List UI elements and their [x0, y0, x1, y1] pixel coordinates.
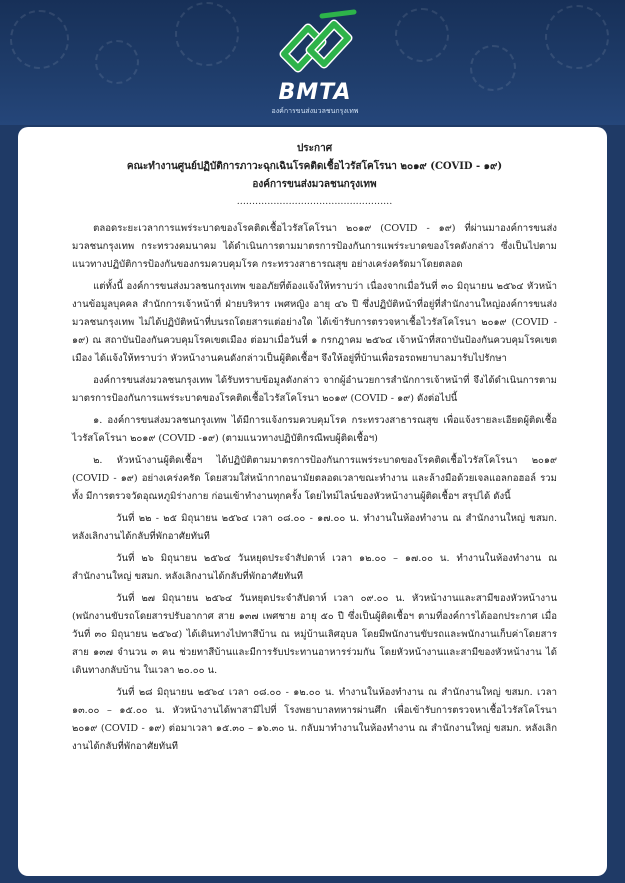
measure-item-1: ๑. องค์การขนส่งมวลชนกรุงเทพ ได้มีการแจ้งกรมควบคุมโรค กระทรวงสาธารณสุข เพื่อแจ้งรายละเอียดผู้ติดเชื้อไวรัสโคโรนา ๒๐๑๙ (COVID -๑๙) (ตามแนวทางปฏิบัติกรณีพบผู้ติดเชื้อฯ) [72, 415, 557, 444]
paragraph-3: องค์การขนส่งมวลชนกรุงเทพ ได้รับทราบข้อมูลดังกล่าว จากผู้อำนวยการสำนักการเจ้าหน้าที่ จึงได้ดำเนินการตามมาตรการป้องกันการแพร่ระบาดของโรคติดเชื้อไวรัสโคโรนา ๒๐๑๙ (COVID - ๑๙) ดังต่อไปนี้ [72, 375, 557, 404]
logo-text: BMTA [278, 80, 352, 105]
bmta-logo [270, 6, 360, 118]
timeline-entry-4: วันที่ ๒๘ มิถุนายน ๒๕๖๔ เวลา ๐๘.๐๐ - ๑๒.๐๐ น. ทำงานในห้องทำงาน ณ สำนักงานใหญ่ ขสมก. เวลา ๑๓.๐๐ – ๑๕.๐๐ น. หัวหน้างานได้พาสามีไปที่ โรงพยาบาลทหารผ่านศึก เพื่อเข้ารับการตรวจหาเชื้อไวรัสโคโรนา ๒๐๑๙ (COVID - ๑๙) ต่อมาเวลา ๑๕.๓๐ – ๑๖.๓๐ น. กลับมาทำงานในห้องทำงาน ณ สำนักงานใหญ่ ขสมก. หลังเลิกงานได้กลับที่พักอาศัยทันที [72, 687, 557, 752]
virus-decoration-icon [95, 40, 139, 84]
doc-title-committee: คณะทำงานศูนย์ปฏิบัติการภาวะฉุกเฉินโรคติดเชื้อไวรัสโคโรนา ๒๐๑๙ (COVID - ๑๙) [126, 161, 503, 172]
virus-decoration-icon [10, 10, 69, 69]
title-separator: ................................................... [236, 196, 393, 207]
virus-decoration-icon [545, 5, 609, 69]
header-banner [0, 0, 625, 125]
doc-title-announcement: ประกาศ [296, 143, 333, 154]
paragraph-1: ตลอดระยะเวลาการแพร่ระบาดของโรคติดเชื้อไวรัสโคโรนา ๒๐๑๙ (COVID - ๑๙) ที่ผ่านมาองค์การขนส่งมวลชนกรุงเทพ กระทรวงคมนาคม ได้ดำเนินการตามมาตรการป้องกันการแพร่ระบาดของโรคดังกล่าว ซึ่งเป็นไปตามแนวทางปฏิบัติการป้องกันของกรมควบคุมโรค กระทรวงสาธารณสุข อย่างเคร่งครัดมาโดยตลอด [72, 223, 557, 270]
logo-subtext: องค์การขนส่งมวลชนกรุงเทพ [271, 107, 359, 115]
document-body [72, 140, 557, 760]
timeline-entry-3: วันที่ ๒๗ มิถุนายน ๒๕๖๔ วันหยุดประจำสัปดาห์ เวลา ๐๙.๐๐ น. หัวหน้างานและสามีของหัวหน้างาน (พนักงานขับรถโดยสารปรับอากาศ สาย ๑๓๗ เพศชาย อายุ ๕๐ ปี ซึ่งเป็นผู้ติดเชื้อฯ ตามที่องค์การได้ออกประกาศ เมื่อวันที่ ๓๐ มิถุนายน ๒๕๖๔) ได้เดินทางไปทาสีบ้าน ณ หมู่บ้านเลิศอุบล โดยมีพนักงานขับรถและพนักงานเก็บค่าโดยสาร สาย ๑๓๗ จำนวน ๓ คน ช่วยทาสีบ้านและมีการรับประทานอาหารร่วมกัน โดยหัวหน้างานและสามีของหัวหน้างาน ได้เดินทางกลับบ้าน ในเวลา ๒๐.๐๐ น. [72, 593, 557, 676]
timeline-entry-1: วันที่ ๒๒ - ๒๕ มิถุนายน ๒๕๖๔ เวลา ๐๘.๐๐ - ๑๗.๐๐ น. ทำงานในห้องทำงาน ณ สำนักงานใหญ่ ขสมก. หลังเลิกงานได้กลับที่พักอาศัยทันที [72, 513, 557, 542]
measure-item-2: ๒. หัวหน้างานผู้ติดเชื้อฯ ได้ปฏิบัติตามมาตรการป้องกันการแพร่ระบาดของโรคติดเชื้อไวรัสโคโรนา ๒๐๑๙ (COVID - ๑๙) อย่างเคร่งครัด โดยสวมใส่หน้ากากอนามัยตลอดเวลาขณะทำงาน และล้างมือด้วยเจลแอลกอฮอล์ รวมทั้ง มีการตรวจวัดอุณหภูมิร่างกาย ก่อนเข้าทำงานทุกครั้ง โดยไทม์ไลน์ของหัวหน้างานผู้ติดเชื้อฯ สรุปได้ ดังนี้ [72, 455, 557, 502]
doc-title-organization: องค์การขนส่งมวลชนกรุงเทพ [252, 179, 377, 190]
bmta-logo-icon [270, 6, 360, 81]
virus-decoration-icon [470, 45, 516, 91]
virus-decoration-icon [395, 8, 449, 62]
timeline-entry-2: วันที่ ๒๖ มิถุนายน ๒๕๖๔ วันหยุดประจำสัปดาห์ เวลา ๑๒.๐๐ – ๑๗.๐๐ น. ทำงานในห้องทำงาน ณ สำนักงานใหญ่ ขสมก. หลังเลิกงานได้กลับที่พักอาศัยทันที [72, 553, 557, 582]
paragraph-2: แต่ทั้งนี้ องค์การขนส่งมวลชนกรุงเทพ ขออภัยที่ต้องแจ้งให้ทราบว่า เนื่องจากเมื่อวันที่ ๓๐ มิถุนายน ๒๕๖๔ หัวหน้างานข้อมูลบุคคล สำนักการเจ้าหน้าที่ ฝ่ายบริหาร เพศหญิง อายุ ๔๖ ปี ซึ่งปฏิบัติหน้าที่อยู่ที่สำนักงานใหญ่องค์การขนส่งมวลชนกรุงเทพ ไม่ได้ปฏิบัติหน้าที่บนรถโดยสารแต่อย่างใด ได้เข้ารับการตรวจหาเชื้อไวรัสโคโรนา ๒๐๑๙ (COVID - ๑๙) ณ สถาบันป้องกันควบคุมโรคเขตเมือง ต่อมาเมื่อวันที่ ๑ กรกฎาคม ๒๕๖๔ เจ้าหน้าที่สถาบันป้องกันควบคุมโรคเขตเมือง ได้แจ้งให้ทราบว่า หัวหน้างานคนดังกล่าวเป็นผู้ติดเชื้อฯ จึงให้อยู่ที่บ้านเพื่อรอรถพยาบาลมารับไปรักษา [72, 281, 557, 364]
virus-decoration-icon [175, 2, 239, 66]
